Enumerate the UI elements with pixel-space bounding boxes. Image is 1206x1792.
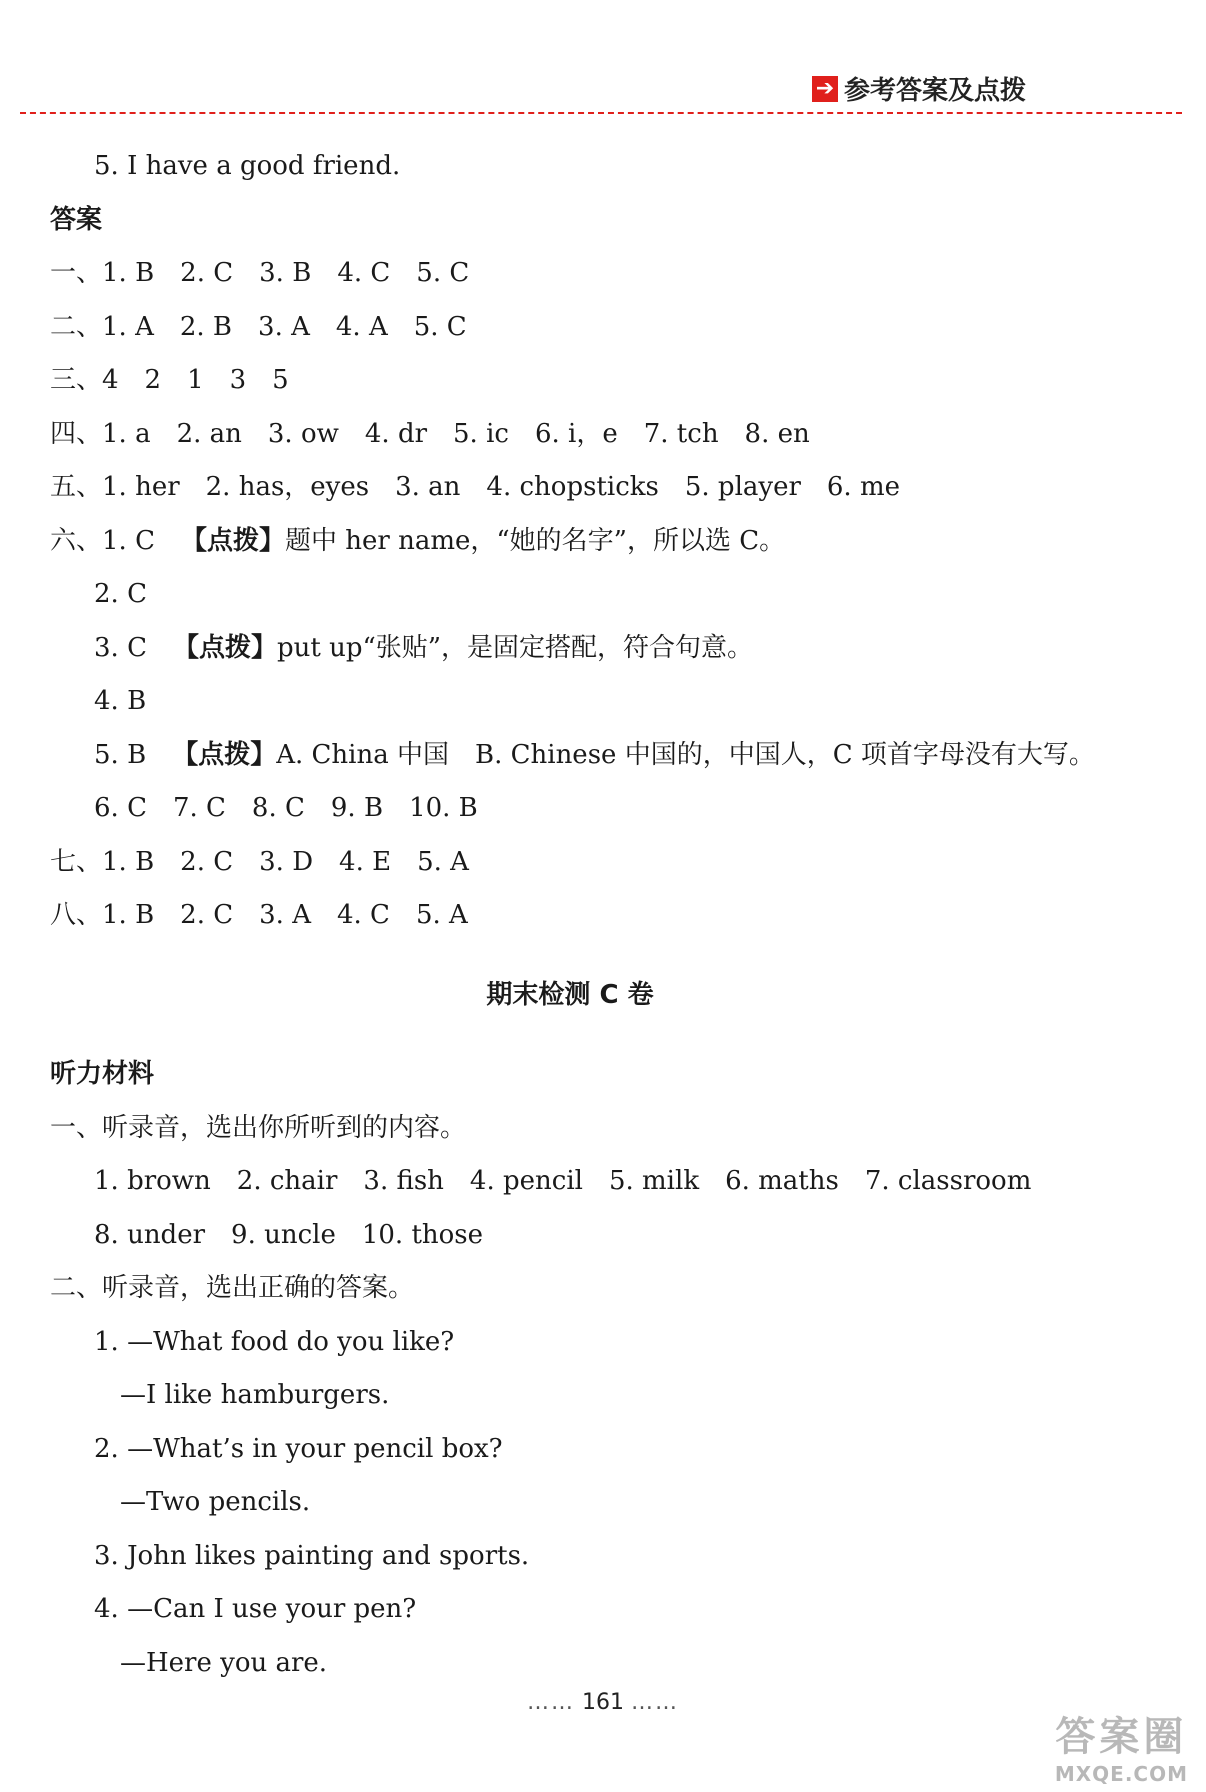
header-title: 参考答案及点拨 <box>843 76 1026 106</box>
answers-heading: 答案 <box>50 204 103 235</box>
answer-section-8: 八、1. B 2. C 3. A 4. C 5. A <box>50 900 468 930</box>
answer-section-5: 五、1. her 2. has，eyes 3. an 4. chopsticks 5. player 6. me <box>50 472 901 502</box>
top-line: 5. I have a good friend. <box>94 151 401 181</box>
dialogue-2-answer-text: —Two pencils. <box>120 1487 311 1517</box>
dialogue-4-answer-text: —Here you are. <box>120 1647 328 1678</box>
listening-part-1-line-2: 8. under 9. uncle 10. those <box>94 1219 484 1250</box>
dialogue-1-answer <box>50 1369 1170 1423</box>
watermark-logo: 答案圈 <box>1055 1714 1188 1760</box>
tip-label: 【点拨】 <box>172 739 277 770</box>
listening-heading: 听力材料 <box>50 1059 155 1089</box>
header-divider <box>20 112 1182 114</box>
tip-text-6-5: A. China 中国 B. Chinese 中国的，中国人，C 项首字母没有大写。 <box>276 739 1095 770</box>
tip-label: 【点拨】 <box>180 525 285 556</box>
listening-part-1-line-1: 1. brown 2. chair 3. fish 4. pencil 5. milk 6. maths 7. classroom <box>94 1166 1032 1196</box>
footer-dots-right: …… <box>631 1690 679 1715</box>
page-header <box>812 70 1026 107</box>
footer-dots-left: …… <box>527 1690 575 1715</box>
dialogue-3: 3. John likes painting and sports. <box>94 1540 530 1571</box>
answer-section-2: 二、1. A 2. B 3. A 4. A 5. C <box>50 311 467 342</box>
section-title: 期末检测 C 卷 <box>486 979 654 1010</box>
watermark-url: MXQE.COM <box>1054 1762 1188 1786</box>
answer-section-4: 四、1. a 2. an 3. ow 4. dr 5. ic 6. i，e 7. tch 8. en <box>50 418 810 449</box>
dialogue-4-question: 4. —Can I use your pen? <box>94 1594 417 1624</box>
page-number: 161 <box>582 1690 624 1715</box>
tip-text-6-3: put up“张贴”，是固定搭配，符合句意。 <box>276 632 754 663</box>
tip-label: 【点拨】 <box>172 632 277 663</box>
answer-section-7: 七、1. B 2. C 3. D 4. E 5. A <box>50 846 469 877</box>
answer-6-5: 5. B <box>94 739 147 770</box>
answer-6-2: 2. C <box>94 579 147 609</box>
dialogue-2-answer <box>50 1476 1170 1530</box>
listening-part-1-title: 一、听录音，选出你所听到的内容。 <box>50 1112 467 1143</box>
answer-6-1: 六、1. C <box>50 525 155 556</box>
answer-section-3: 三、4 2 1 3 5 <box>50 365 289 395</box>
watermark <box>1055 1705 1188 1786</box>
answer-section-6-item-5 <box>50 729 1170 783</box>
answer-6-4: 4. B <box>94 686 147 716</box>
dialogue-2-question: 2. —What’s in your pencil box? <box>94 1433 503 1464</box>
tip-text-6-1: 题中 her name，“她的名字”，所以选 C。 <box>284 525 786 556</box>
dialogue-1-question: 1. —What food do you like? <box>94 1326 455 1357</box>
page-content <box>50 140 1170 1690</box>
answer-section-1: 一、1. B 2. C 3. B 4. C 5. C <box>50 258 470 288</box>
arrow-right-icon: ➔ <box>812 76 838 102</box>
answer-6-rest: 6. C 7. C 8. C 9. B 10. B <box>94 793 478 823</box>
listening-part-2-title: 二、听录音，选出正确的答案。 <box>50 1273 415 1303</box>
answer-section-6-item-1 <box>50 515 1170 569</box>
answer-6-3: 3. C <box>94 632 147 663</box>
page-footer <box>0 1690 1206 1715</box>
dialogue-1-answer-text: —I like hamburgers. <box>120 1380 390 1410</box>
answer-section-6-item-3 <box>50 622 1170 676</box>
dialogue-4-answer <box>50 1637 1170 1691</box>
